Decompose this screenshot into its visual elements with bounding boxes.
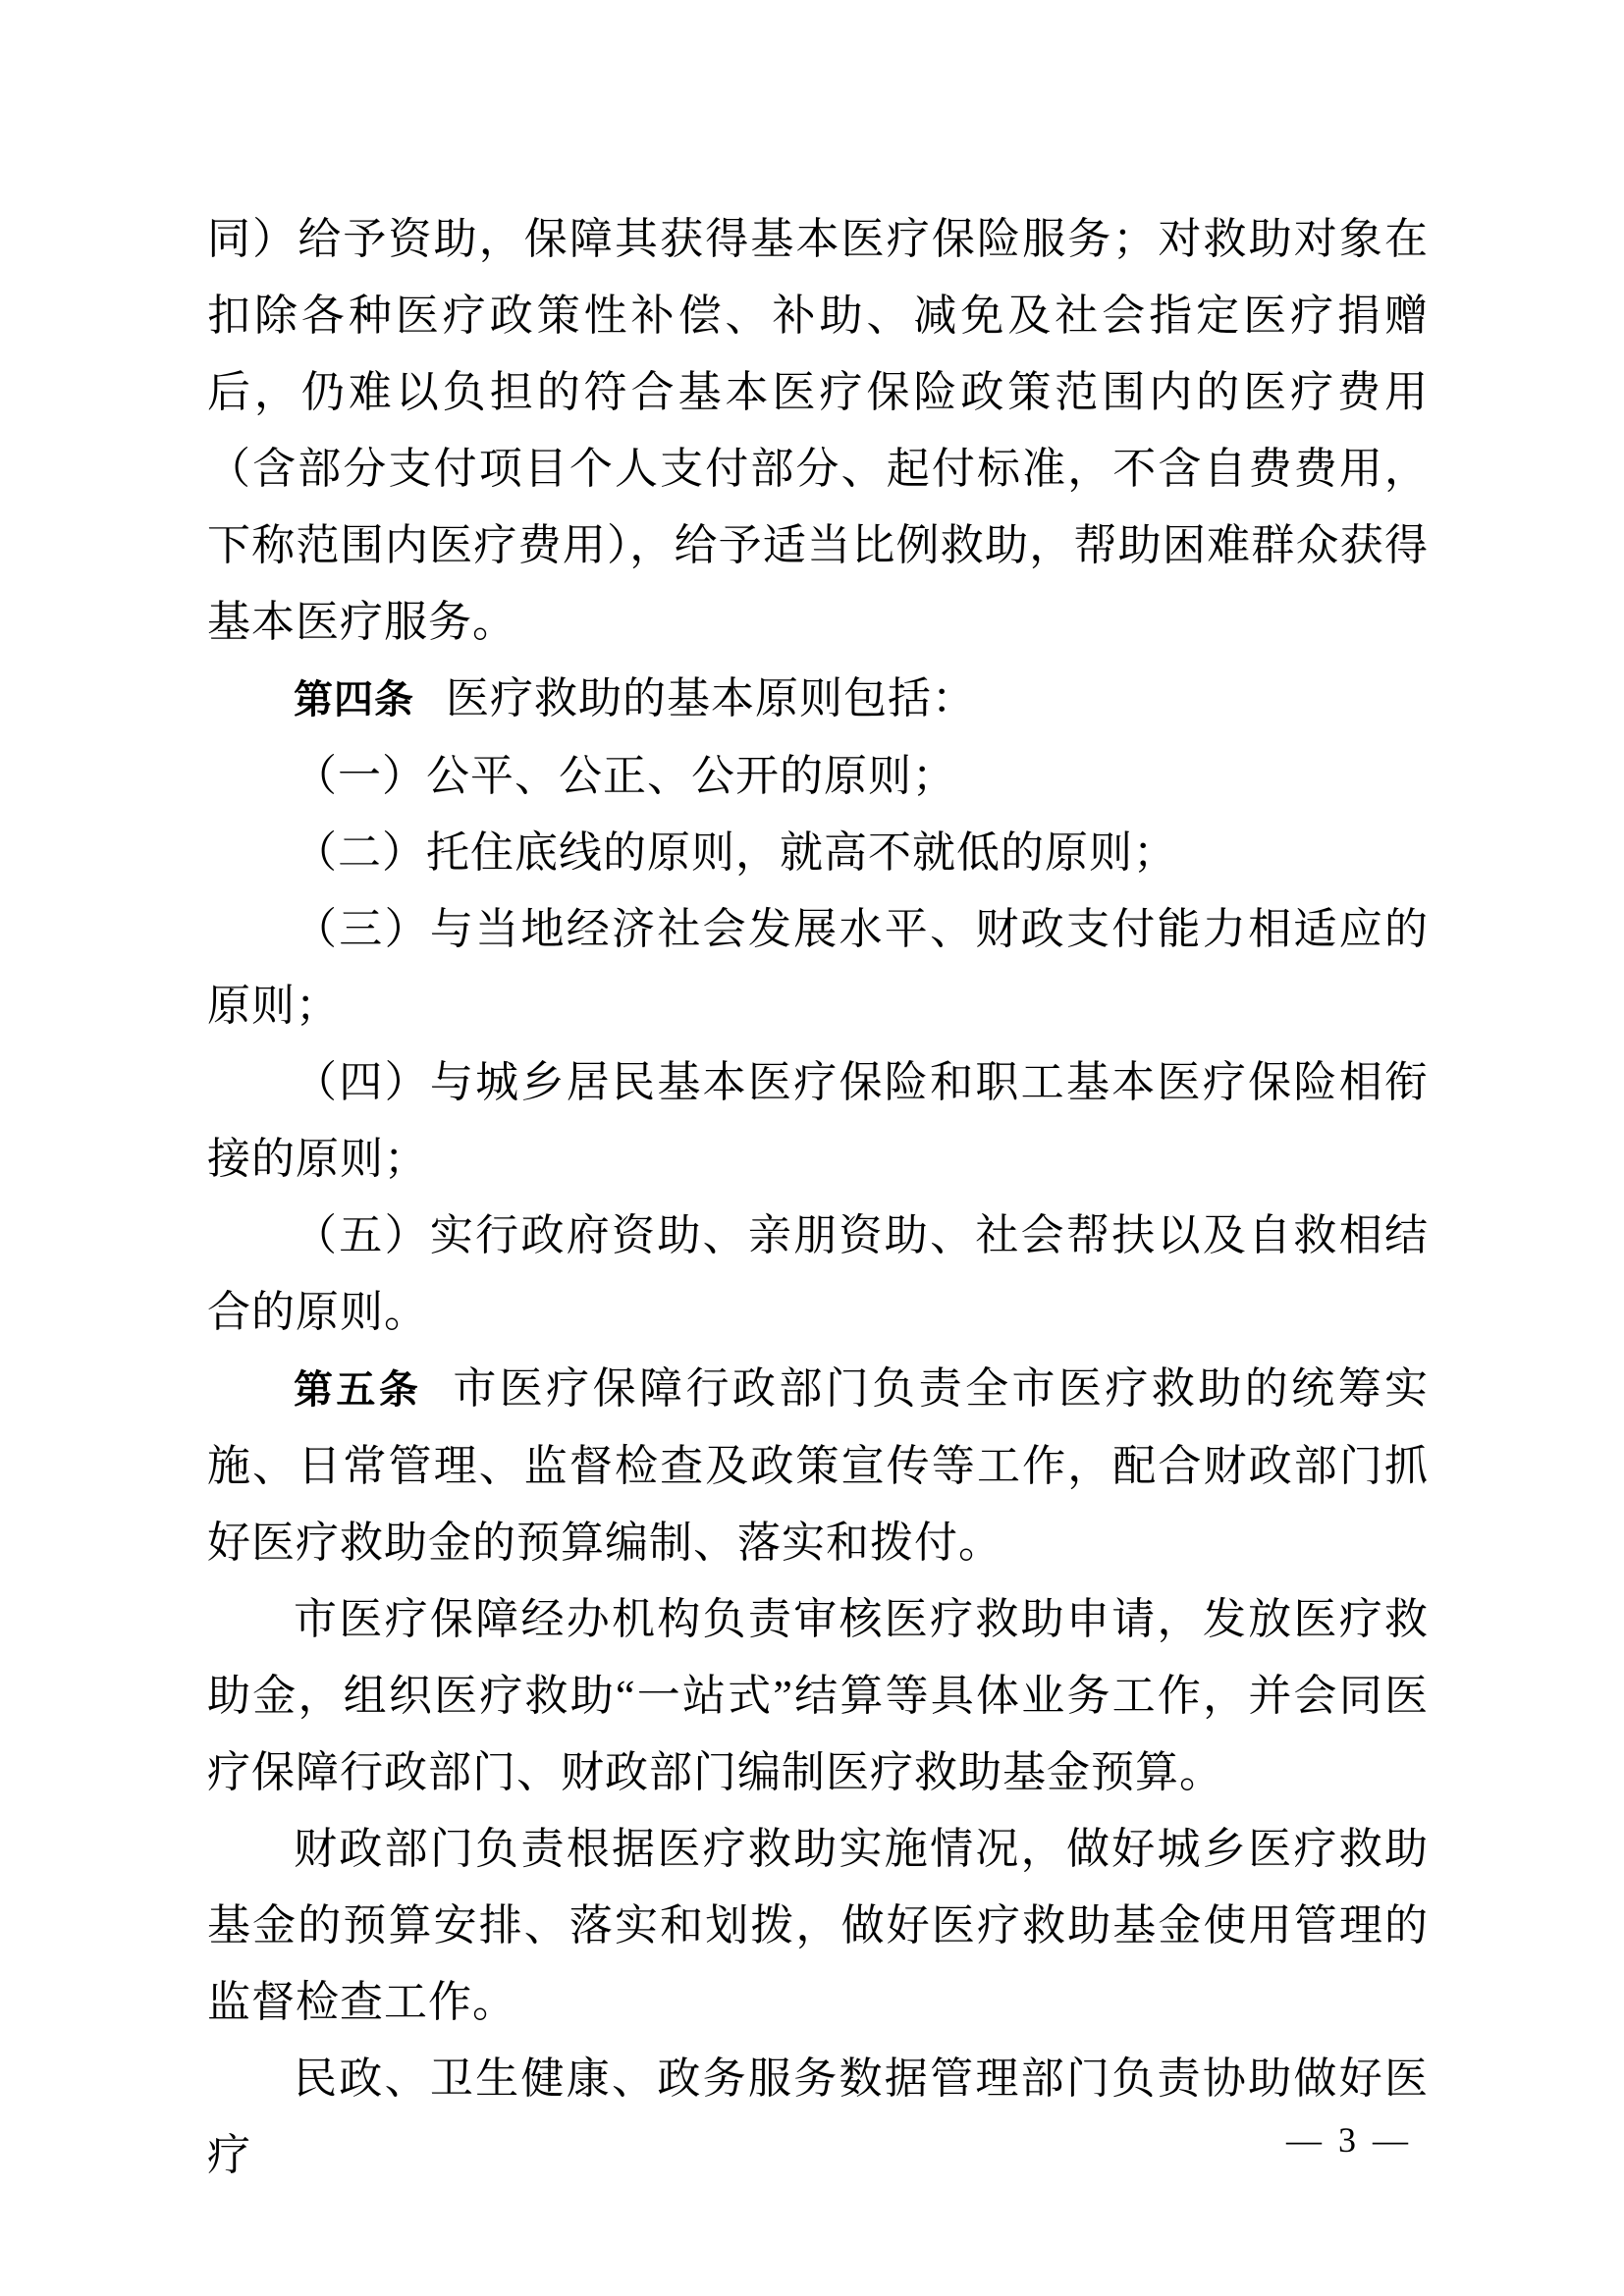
principle-item-3 <box>207 891 1429 1044</box>
page-footer <box>1231 2116 1467 2163</box>
para-article-4 <box>207 661 1429 738</box>
para-finance-department <box>207 1811 1429 2041</box>
document-body <box>207 201 1429 2194</box>
principle-item-4-text: （四）与城乡居民基本医疗保险和职工基本医疗保险相衔接的原则； <box>207 1058 1429 1183</box>
principle-item-5 <box>207 1198 1429 1351</box>
page-number: — 3 — <box>1286 2120 1412 2160</box>
principle-item-2 <box>207 815 1429 891</box>
principle-item-2-text: （二）托住底线的原则，就高不就低的原则； <box>294 828 1177 877</box>
para-article-5-text: 市医疗保障行政部门负责全市医疗救助的统筹实施、日常管理、监督检查及政策宣传等工作，配合财政部门抓好医疗救助金的预算编制、落实和拨付。 <box>207 1364 1430 1567</box>
para-continuation-funding-text: 同）给予资助，保障其获得基本医疗保险服务；对救助对象在扣除各种医疗政策性补偿、补助、减免及社会指定医疗捐赠后，仍难以负担的符合基本医疗保险政策范围内的医疗费用（含部分支付项目个人支付部分、起付标准，不含自费费用，下称范围内医疗费用），给予适当比例救助，帮助困难群众获得基本医疗服务。 <box>207 215 1429 646</box>
para-finance-department-text: 财政部门负责根据医疗救助实施情况，做好城乡医疗救助基金的预算安排、落实和划拨，做好医疗救助基金使用管理的监督检查工作。 <box>207 1825 1429 2026</box>
para-article-4-text: 医疗救助的基本原则包括： <box>446 674 976 722</box>
principle-item-5-text: （五）实行政府资助、亲朋资助、社会帮扶以及自救相结合的原则。 <box>207 1211 1429 1336</box>
para-article-5 <box>207 1351 1429 1581</box>
para-civil-affairs-text: 民政、卫生健康、政务服务数据管理部门负责协助做好医疗 <box>207 2055 1429 2179</box>
para-medical-insurance-agency <box>207 1581 1429 1811</box>
para-medical-insurance-agency-text: 市医疗保障经办机构负责审核医疗救助申请，发放医疗救助金，组织医疗救助“一站式”结算等具体业务工作，并会同医疗保障行政部门、财政部门编制医疗救助基金预算。 <box>207 1595 1429 1796</box>
article-4-label: 第四条 <box>294 678 414 721</box>
principle-item-1-text: （一）公平、公正、公开的原则； <box>294 752 956 800</box>
para-continuation-funding <box>207 201 1429 661</box>
principle-item-3-text: （三）与当地经济社会发展水平、财政支付能力相适应的原则； <box>207 905 1429 1030</box>
principle-item-1 <box>207 738 1429 815</box>
principle-item-4 <box>207 1044 1429 1198</box>
article-5-label: 第五条 <box>294 1368 422 1412</box>
